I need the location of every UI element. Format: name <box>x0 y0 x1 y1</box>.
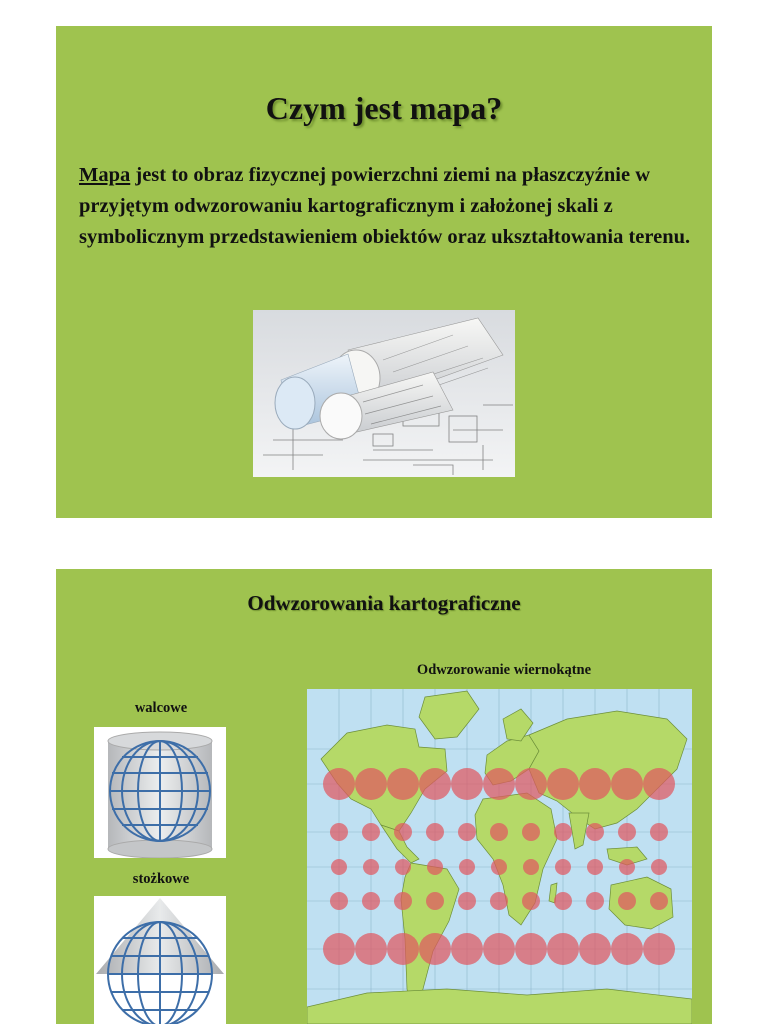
slide2-title: Odwzorowania kartograficzne <box>247 591 521 615</box>
definition-text: jest to obraz fizycznej powierzchni ziemi na płaszczyźnie w przyjętym odwzorowaniu kartograficznym i założonej skali z symbolicznym przedstawieniem obiektów oraz ukształtowania terenu. <box>79 164 691 248</box>
world-map-illustration <box>307 689 692 1024</box>
caption-conical: stożkowe <box>132 871 190 887</box>
cone-globe-icon <box>94 896 226 1024</box>
caption-cylindrical: walcowe <box>134 700 188 716</box>
slide-projections <box>56 569 712 1024</box>
definition-lead-word: Mapa <box>79 164 131 186</box>
slide1-title: Czym jest mapa? <box>265 90 503 126</box>
rolled-maps-photo <box>253 310 515 477</box>
slide1-definition <box>79 160 699 253</box>
slide-what-is-map <box>56 26 712 518</box>
cylinder-globe-icon <box>94 727 226 858</box>
caption-conformal-map: Odwzorowanie wiernokątne <box>416 662 592 678</box>
